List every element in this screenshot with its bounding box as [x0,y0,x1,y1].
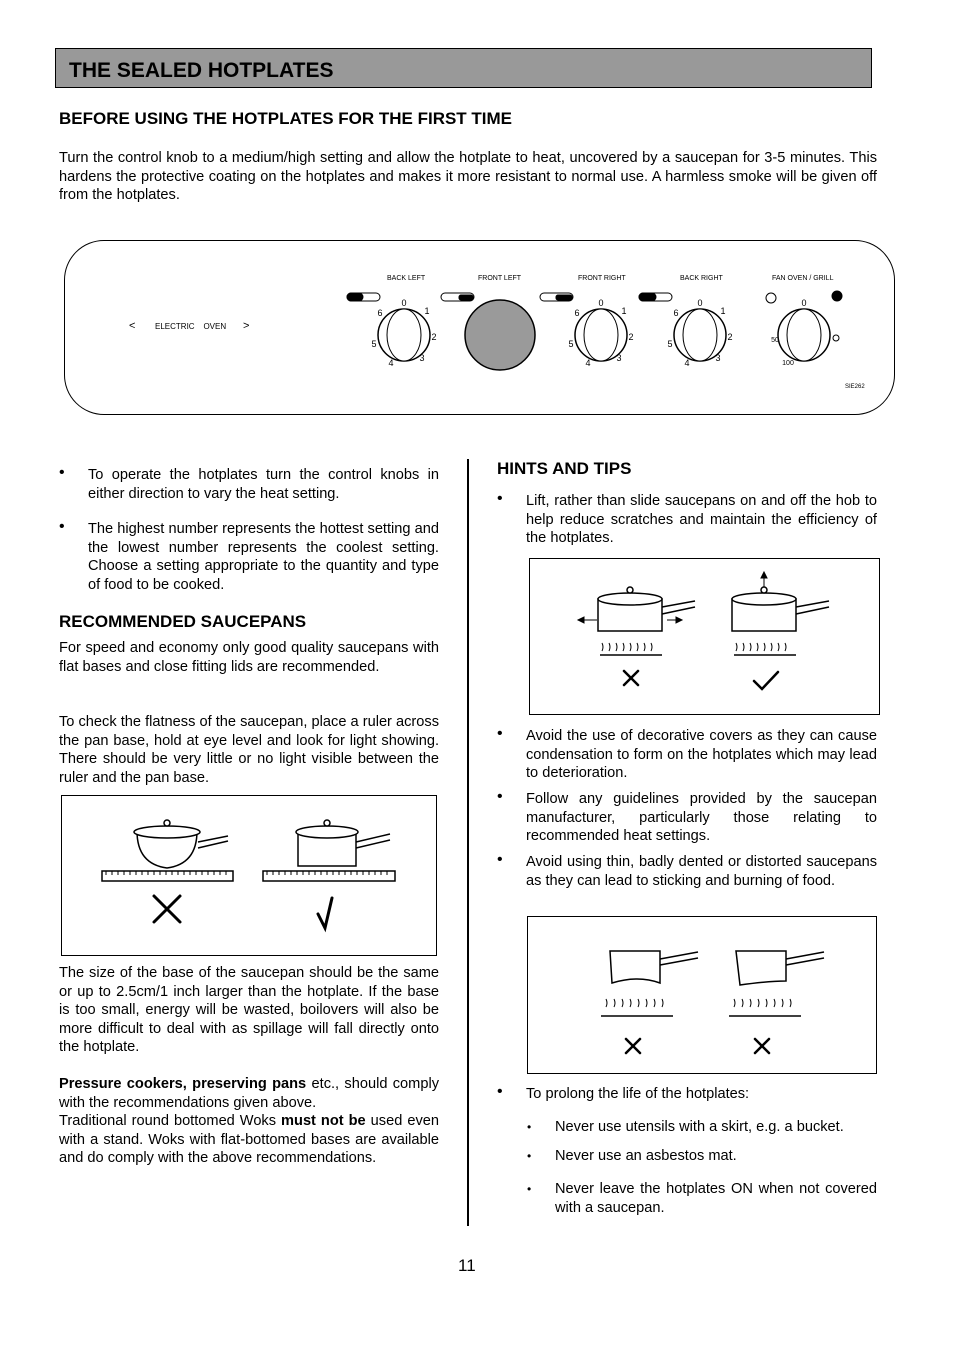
pressure-rest: etc., should comply with the recommendations given above. [59,1076,439,1111]
saucepans-heading: RECOMMENDED SAUCEPANS [59,612,307,631]
pressure-paragraph [59,1075,439,1112]
svg-text:3: 3 [419,353,425,363]
bullet-text: The highest number represents the hottest setting and the lowest number represents the coolest setting. Choose a setting appropriate to the quantity and type of food to be cooked. [88,521,439,593]
bullet-glyph: • [497,788,503,805]
knob-label-back-right: BACK RIGHT [680,275,723,282]
lift-pan-figure [529,558,880,715]
svg-text:1: 1 [424,306,430,316]
bullet-text: Avoid using thin, badly dented or distorted saucepans as they can lead to sticking and burning of food. [526,854,877,889]
svg-text:5: 5 [568,339,574,349]
column-divider [467,459,469,1226]
bullet-glyph: • [59,518,65,535]
woks-bold: must not be [281,1113,366,1129]
sub-list-item [527,1180,877,1217]
hints-heading: HINTS AND TIPS [497,459,632,478]
ruler-check-figure [61,795,437,956]
svg-text:1: 1 [720,306,726,316]
list-item [59,464,439,503]
svg-text:100: 100 [782,360,794,367]
knob-label-front-left: FRONT LEFT [478,275,522,282]
pressure-bold: Pressure cookers, preserving pans [59,1076,307,1092]
knob-label-back-left: BACK LEFT [387,275,426,282]
svg-text:5: 5 [371,339,377,349]
svg-text:2: 2 [431,332,437,342]
svg-text:2: 2 [628,332,634,342]
svg-text:3: 3 [715,353,721,363]
svg-text:2: 2 [727,332,733,342]
distorted-pan-figure [527,916,877,1074]
lift-pan-drawing [530,559,881,716]
svg-text:1: 1 [621,306,627,316]
page-number: 11 [458,1256,476,1275]
bullet-glyph: • [497,1083,503,1100]
bullet-text: Follow any guidelines provided by the saucepan manufacturer, particularly those relating to recommended heat settings. [526,791,877,844]
svg-text:3: 3 [616,353,622,363]
bullet-text: Lift, rather than slide saucepans on and off the hob to help reduce scratches and maintain the efficiency of the hotplates. [526,493,877,546]
svg-text:4: 4 [684,358,690,368]
page-title: THE SEALED HOTPLATES [69,59,334,82]
list-item [497,788,877,846]
oven-arrow-right: > [243,320,250,332]
list-item [497,490,877,548]
woks-paragraph [59,1112,439,1168]
saucepans-paragraph-2: To check the flatness of the saucepan, place a ruler across the pan base, hold at eye level and look for light showing. There should be very little or no light visible between the ruler and the pan base. [59,714,439,786]
bullet-glyph: • [497,851,503,868]
svg-text:0: 0 [801,298,807,308]
control-panel-diagram [64,240,895,415]
bullet-glyph: • [527,1120,532,1134]
bullet-text: Avoid the use of decorative covers as they can cause condensation to form on the hotplates which may lead to deterioration. [526,728,877,781]
list-item [497,725,877,783]
knob-label-fan-oven: FAN OVEN / GRILL [772,275,834,282]
svg-text:0: 0 [598,298,604,308]
sub-bullet-text: Never use utensils with a skirt, e.g. a bucket. [555,1119,844,1135]
bullet-glyph: • [527,1149,532,1163]
svg-text:0: 0 [401,298,407,308]
svg-text:6: 6 [574,308,580,318]
bullet-glyph: • [497,490,503,507]
sub-list-item [527,1118,877,1137]
saucepans-paragraph-1: For speed and economy only good quality saucepans with flat bases and close fitting lids are recommended. [59,640,439,675]
list-item [59,518,439,594]
panel-ref-code: SIE262 [845,384,865,390]
distorted-pan-drawing [528,917,878,1075]
sub-bullet-text: Never leave the hotplates ON when not covered with a saucepan. [555,1181,877,1216]
sub-bullet-text: Never use an asbestos mat. [555,1148,737,1164]
size-paragraph: The size of the base of the saucepan should be the same or up to 2.5cm/1 inch larger than the hotplate. If the base is too small, energy will be wasted, boilovers will also be more difficult to deal with as spillage will fall directly onto the hotplate. [59,965,439,1055]
knob-label-front-right: FRONT RIGHT [578,275,626,282]
svg-text:6: 6 [377,308,383,318]
bullet-glyph: • [59,464,65,481]
section-title-bar [55,48,872,88]
knob-front-left [465,300,535,370]
knobs-drawing [64,240,895,415]
bullet-text: To prolong the life of the hotplates: [526,1086,750,1102]
svg-text:50: 50 [771,337,779,344]
woks-start: Traditional round bottomed Woks [59,1113,282,1129]
bullet-text: To operate the hotplates turn the control knobs in either direction to vary the heat setting. [88,467,439,502]
first-time-body: Turn the control knob to a medium/high setting and allow the hotplate to heat, uncovered by a saucepan for 3-5 minutes. This hardens the protective coating on the hotplates and makes it more resistant to normal use. A harmless smoke will be given off from the hotplates. [59,150,877,203]
bullet-glyph: • [527,1182,532,1196]
oven-arrow-left: < [129,320,136,332]
woks-end: used even with a stand. Woks with flat-bottomed bases are available and do comply with the above recommendations. [59,1113,439,1166]
oven-label: ELECTRIC OVEN [155,322,227,331]
first-time-heading: BEFORE USING THE HOTPLATES FOR THE FIRST TIME [59,109,513,128]
svg-text:5: 5 [667,339,673,349]
svg-text:6: 6 [673,308,679,318]
svg-text:4: 4 [585,358,591,368]
svg-text:0: 0 [697,298,703,308]
svg-text:4: 4 [388,358,394,368]
ruler-check-drawing [62,796,438,957]
list-item [497,851,877,890]
bullet-glyph: • [497,725,503,742]
list-item [497,1083,877,1104]
sub-list-item [527,1147,877,1166]
